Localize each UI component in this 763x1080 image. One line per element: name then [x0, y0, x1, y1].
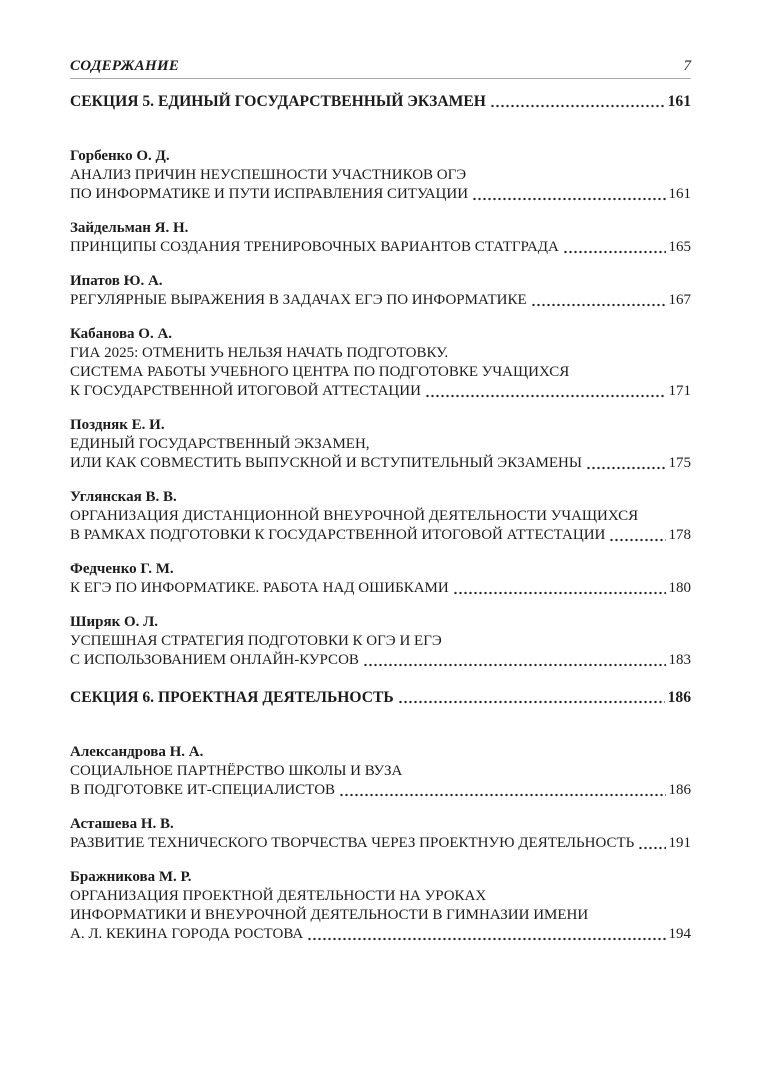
- entry-title-line: [70, 382, 691, 401]
- entry-title-line: [70, 238, 691, 257]
- entry-title-text: ПО ИНФОРМАТИКЕ И ПУТИ ИСПРАВЛЕНИЯ СИТУАЦИИ: [70, 186, 469, 202]
- entry-title: [70, 344, 691, 401]
- entry-title-line: [70, 834, 691, 853]
- toc-entry: [70, 815, 691, 853]
- toc-entry: [70, 488, 691, 545]
- entry-title-line: [70, 291, 691, 310]
- entry-title: [70, 435, 691, 473]
- running-header: [70, 58, 691, 79]
- entry-title-line: УСПЕШНАЯ СТРАТЕГИЯ ПОДГОТОВКИ К ОГЭ И ЕГЭ: [70, 633, 442, 649]
- entry-author: Поздняк Е. И.: [70, 417, 165, 433]
- entry-title-text: К ГОСУДАРСТВЕННОЙ ИТОГОВОЙ АТТЕСТАЦИИ: [70, 383, 421, 399]
- entry-author: Федченко Г. М.: [70, 561, 174, 577]
- running-header-page-number: 7: [683, 58, 691, 74]
- entry-title: [70, 579, 691, 598]
- dot-leader: [638, 834, 665, 853]
- entry-title-text: В РАМКАХ ПОДГОТОВКИ К ГОСУДАРСТВЕННОЙ ИТОГОВОЙ АТТЕСТАЦИИ: [70, 527, 606, 543]
- dot-leader: [490, 92, 665, 111]
- entry-page-number: 186: [668, 782, 691, 798]
- entry-title-line: [70, 651, 691, 670]
- section-entries: [70, 743, 691, 944]
- entry-page-number: 178: [668, 527, 691, 543]
- running-header-title: СОДЕРЖАНИЕ: [70, 58, 180, 74]
- entry-title-line: ОРГАНИЗАЦИЯ ПРОЕКТНОЙ ДЕЯТЕЛЬНОСТИ НА УРОКАХ: [70, 888, 487, 904]
- entry-author: Асташева Н. В.: [70, 816, 174, 832]
- toc-section: [70, 92, 691, 670]
- dot-leader: [425, 382, 666, 401]
- dot-leader: [453, 579, 666, 598]
- entry-page-number: 191: [668, 835, 691, 851]
- entry-title: [70, 507, 691, 545]
- toc-entry: [70, 560, 691, 598]
- entry-page-number: 183: [668, 652, 691, 668]
- dot-leader: [586, 454, 666, 473]
- entry-title-line: ИНФОРМАТИКИ И ВНЕУРОЧНОЙ ДЕЯТЕЛЬНОСТИ В ГИМНАЗИИ ИМЕНИ: [70, 907, 589, 923]
- entry-title-text: РЕГУЛЯРНЫЕ ВЫРАЖЕНИЯ В ЗАДАЧАХ ЕГЭ ПО ИНФОРМАТИКЕ: [70, 292, 527, 308]
- toc-entry: [70, 416, 691, 473]
- entry-title-text: В ПОДГОТОВКЕ ИТ-СПЕЦИАЛИСТОВ: [70, 782, 336, 798]
- toc-entry: [70, 272, 691, 310]
- dot-leader: [398, 688, 665, 707]
- entry-title-line: АНАЛИЗ ПРИЧИН НЕУСПЕШНОСТИ УЧАСТНИКОВ ОГЭ: [70, 167, 467, 183]
- entry-title-line: СИСТЕМА РАБОТЫ УЧЕБНОГО ЦЕНТРА ПО ПОДГОТОВКЕ УЧАЩИХСЯ: [70, 364, 570, 380]
- toc-entry: [70, 868, 691, 944]
- section-heading: [70, 688, 691, 707]
- dot-leader: [472, 185, 665, 204]
- entry-title-text: А. Л. КЕКИНА ГОРОДА РОСТОВА: [70, 926, 304, 942]
- toc-entry: [70, 613, 691, 670]
- entry-title: [70, 762, 691, 800]
- dot-leader: [531, 291, 666, 310]
- entry-title-line: [70, 185, 691, 204]
- entry-author: Ширяк О. Л.: [70, 614, 159, 630]
- section-heading-title: СЕКЦИЯ 6. ПРОЕКТНАЯ ДЕЯТЕЛЬНОСТЬ: [70, 689, 394, 706]
- section-heading-title: СЕКЦИЯ 5. ЕДИНЫЙ ГОСУДАРСТВЕННЫЙ ЭКЗАМЕН: [70, 93, 486, 110]
- entry-author: Горбенко О. Д.: [70, 148, 170, 164]
- entry-title-line: [70, 526, 691, 545]
- section-page-number: 186: [667, 689, 691, 706]
- entry-author: Ипатов Ю. А.: [70, 273, 163, 289]
- entry-title: [70, 834, 691, 853]
- entry-title-line: ЕДИНЫЙ ГОСУДАРСТВЕННЫЙ ЭКЗАМЕН,: [70, 436, 370, 452]
- toc-entry: [70, 147, 691, 204]
- entry-title-line: [70, 781, 691, 800]
- entry-title-text: ПРИНЦИПЫ СОЗДАНИЯ ТРЕНИРОВОЧНЫХ ВАРИАНТОВ СТАТГРАДА: [70, 239, 559, 255]
- entry-title-text: К ЕГЭ ПО ИНФОРМАТИКЕ. РАБОТА НАД ОШИБКАМИ: [70, 580, 449, 596]
- entry-page-number: 171: [668, 383, 691, 399]
- entry-page-number: 167: [668, 292, 691, 308]
- section-page-number: 161: [667, 93, 691, 110]
- entry-title: [70, 166, 691, 204]
- toc-entry: [70, 325, 691, 401]
- entry-title: [70, 887, 691, 944]
- entry-title-text: ИЛИ КАК СОВМЕСТИТЬ ВЫПУСКНОЙ И ВСТУПИТЕЛЬНЫЙ ЭКЗАМЕНЫ: [70, 455, 582, 471]
- entry-page-number: 161: [668, 186, 691, 202]
- entry-title: [70, 291, 691, 310]
- page-content: [70, 58, 691, 959]
- entry-title-line: [70, 579, 691, 598]
- toc-entry: [70, 743, 691, 800]
- entry-title: [70, 632, 691, 670]
- entry-title-text: РАЗВИТИЕ ТЕХНИЧЕСКОГО ТВОРЧЕСТВА ЧЕРЕЗ ПРОЕКТНУЮ ДЕЯТЕЛЬНОСТЬ: [70, 835, 635, 851]
- entry-title-line: ГИА 2025: ОТМЕНИТЬ НЕЛЬЗЯ НАЧАТЬ ПОДГОТОВКУ.: [70, 345, 449, 361]
- entry-author: Кабанова О. А.: [70, 326, 173, 342]
- toc-section: [70, 688, 691, 944]
- toc: [70, 92, 691, 944]
- toc-entry: [70, 219, 691, 257]
- entry-title: [70, 238, 691, 257]
- entry-title-line: [70, 454, 691, 473]
- entry-title-text: С ИСПОЛЬЗОВАНИЕМ ОНЛАЙН-КУРСОВ: [70, 652, 359, 668]
- entry-author: Бражникова М. Р.: [70, 869, 192, 885]
- dot-leader: [339, 781, 665, 800]
- dot-leader: [363, 651, 666, 670]
- entry-title-line: [70, 925, 691, 944]
- entry-author: Зайдельман Я. Н.: [70, 220, 189, 236]
- entry-page-number: 194: [668, 926, 691, 942]
- section-entries: [70, 147, 691, 670]
- entry-title-line: ОРГАНИЗАЦИЯ ДИСТАНЦИОННОЙ ВНЕУРОЧНОЙ ДЕЯТЕЛЬНОСТИ УЧАЩИХСЯ: [70, 508, 639, 524]
- entry-author: Углянская В. В.: [70, 489, 177, 505]
- entry-page-number: 180: [668, 580, 691, 596]
- entry-title-line: СОЦИАЛЬНОЕ ПАРТНЁРСТВО ШКОЛЫ И ВУЗА: [70, 763, 403, 779]
- entry-author: Александрова Н. А.: [70, 744, 204, 760]
- dot-leader: [563, 238, 666, 257]
- dot-leader: [609, 526, 665, 545]
- dot-leader: [307, 925, 665, 944]
- section-heading: [70, 92, 691, 111]
- entry-page-number: 175: [668, 455, 691, 471]
- entry-page-number: 165: [668, 239, 691, 255]
